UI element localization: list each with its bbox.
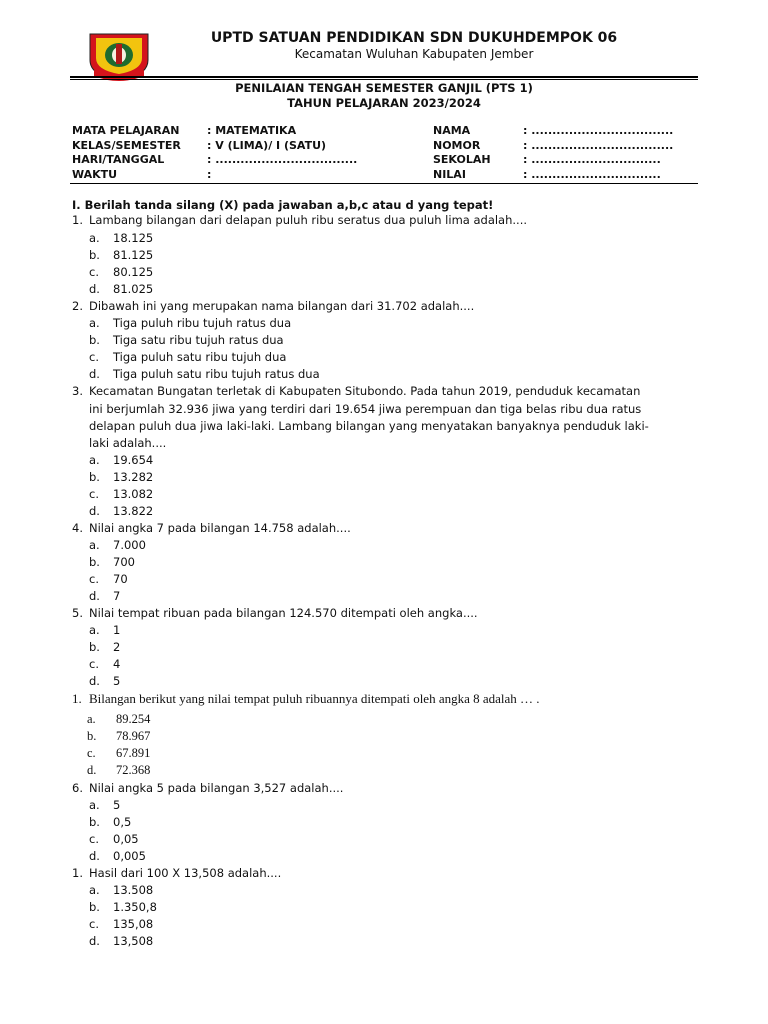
info-value: : ..................................	[523, 124, 674, 137]
option-text: 2	[113, 640, 121, 654]
info-value: : ..................................	[207, 153, 358, 166]
info-right-values	[523, 123, 673, 181]
info-label: HARI/TANGGAL	[72, 153, 165, 166]
option	[89, 814, 131, 831]
option-text: 700	[113, 555, 135, 569]
info-value: :	[207, 167, 212, 181]
academic-year: TAHUN PELAJARAN 2023/2024	[287, 96, 481, 110]
option	[89, 503, 153, 520]
option-letter: d.	[89, 934, 100, 948]
question-text: Dibawah ini yang merupakan nama bilangan dari 31.702 adalah....	[89, 299, 475, 313]
option-letter: b.	[89, 900, 100, 914]
option	[89, 281, 153, 298]
option	[87, 711, 150, 728]
info-value: : ...............................	[523, 153, 661, 166]
option	[89, 656, 120, 673]
option-text: 81.125	[113, 248, 154, 262]
question-text: Nilai angka 5 pada bilangan 3,527 adalah....	[89, 781, 344, 795]
option	[89, 673, 120, 690]
option	[89, 264, 153, 281]
option	[87, 728, 150, 745]
option	[89, 537, 146, 554]
option-letter: c.	[87, 746, 96, 760]
question	[72, 780, 692, 797]
info-value: : ...............................	[523, 167, 661, 181]
option-letter: c.	[89, 350, 99, 364]
option	[89, 882, 153, 899]
option-letter: c.	[89, 832, 99, 846]
info-label: MATA PELAJARAN	[72, 124, 180, 137]
question-number: 1.	[72, 866, 83, 880]
option-text: 13.508	[113, 883, 154, 897]
option-letter: c.	[89, 265, 99, 279]
option	[89, 571, 128, 588]
option	[89, 366, 320, 383]
question	[72, 520, 692, 537]
option	[87, 762, 150, 779]
question	[72, 605, 692, 622]
question-text-line: delapan puluh dua jiwa laki-laki. Lambang bilangan yang menyatakan banyaknya penduduk laki-	[89, 419, 649, 433]
info-label: WAKTU	[72, 167, 118, 181]
info-right-labels	[433, 123, 491, 181]
question-text: Lambang bilangan dari delapan puluh ribu seratus dua puluh lima adalah....	[89, 213, 528, 227]
option	[89, 588, 120, 605]
option	[89, 622, 120, 639]
question	[72, 865, 692, 882]
option	[87, 745, 150, 762]
option-letter: d.	[89, 282, 100, 296]
option-text: 5	[113, 674, 121, 688]
option-text: 78.967	[116, 729, 151, 743]
info-divider	[70, 183, 698, 184]
option	[89, 554, 135, 571]
option	[89, 230, 153, 247]
option-text: 7	[113, 589, 121, 603]
option-text: 0,005	[113, 849, 146, 863]
option-letter: b.	[89, 640, 100, 654]
option	[89, 916, 153, 933]
option-letter: c.	[89, 487, 99, 501]
option	[89, 332, 284, 349]
question-number: 2.	[72, 299, 83, 313]
header-divider	[70, 76, 698, 78]
option	[89, 899, 157, 916]
question-number: 3.	[72, 384, 83, 398]
school-name: UPTD SATUAN PENDIDIKAN SDN DUKUHDEMPOK 06	[210, 30, 618, 46]
option-letter: a.	[87, 712, 96, 726]
option-letter: b.	[89, 470, 100, 484]
info-label: SEKOLAH	[433, 153, 491, 166]
option-letter: b.	[89, 815, 100, 829]
option-letter: c.	[89, 657, 99, 671]
option-letter: a.	[89, 883, 100, 897]
question	[72, 212, 692, 229]
info-value: : V (LIMA)/ I (SATU)	[207, 138, 327, 152]
option-text: 89.254	[116, 712, 151, 726]
option-text: 72.368	[116, 763, 151, 777]
option-text: 13.082	[113, 487, 154, 501]
option-letter: d.	[89, 504, 100, 518]
question-text: Bilangan berikut yang nilai tempat puluh ribuannya ditempati oleh angka 8 adalah … .	[89, 691, 540, 706]
option-letter: c.	[89, 572, 99, 586]
question-number: 5.	[72, 606, 83, 620]
info-label: NILAI	[433, 167, 466, 181]
option-text: 4	[113, 657, 121, 671]
option-letter: a.	[89, 453, 100, 467]
question-text: Nilai angka 7 pada bilangan 14.758 adalah....	[89, 521, 351, 535]
option	[89, 797, 120, 814]
option-text: 19.654	[113, 453, 154, 467]
option-letter: c.	[89, 917, 99, 931]
option-text: 1.350,8	[113, 900, 157, 914]
info-label: NAMA	[433, 124, 471, 137]
question-number: 1.	[72, 213, 83, 227]
instruction: I. Berilah tanda silang (X) pada jawaban a,b,c atau d yang tepat!	[72, 198, 494, 212]
question-text-line: Kecamatan Bungatan terletak di Kabupaten Situbondo. Pada tahun 2019, penduduk kecamatan	[89, 384, 641, 398]
option	[89, 349, 286, 366]
info-value: : ..................................	[523, 138, 674, 152]
option-letter: a.	[89, 538, 100, 552]
option-text: 13.282	[113, 470, 154, 484]
option-text: 0,5	[113, 815, 132, 829]
option	[89, 469, 153, 486]
option-text: 13.822	[113, 504, 154, 518]
option-text: 13,508	[113, 934, 154, 948]
option-text: 67.891	[116, 746, 151, 760]
info-label: NOMOR	[433, 138, 481, 152]
option	[89, 486, 153, 503]
option-letter: a.	[89, 798, 100, 812]
option-letter: a.	[89, 231, 100, 245]
header-divider-thin	[70, 79, 698, 80]
option-text: Tiga puluh ribu tujuh ratus dua	[113, 316, 292, 330]
option	[89, 639, 120, 656]
option-text: 81.025	[113, 282, 154, 296]
option-letter: b.	[87, 729, 97, 743]
question	[72, 298, 692, 315]
question	[72, 690, 692, 707]
question-number: 4.	[72, 521, 83, 535]
option-letter: d.	[89, 589, 100, 603]
option-text: 7.000	[113, 538, 146, 552]
question-text-line: ini berjumlah 32.936 jiwa yang terdiri dari 19.654 jiwa perempuan dan tiga belas ribu dua ratus	[89, 402, 642, 416]
question-number: 6.	[72, 781, 83, 795]
district-name: Kecamatan Wuluhan Kabupaten Jember	[294, 47, 534, 61]
question	[72, 383, 692, 400]
option	[89, 315, 291, 332]
option-text: Tiga satu ribu tujuh ratus dua	[113, 333, 284, 347]
option-text: 135,08	[113, 917, 154, 931]
option-text: 18.125	[113, 231, 154, 245]
option-text: 1	[113, 623, 121, 637]
question-text: Nilai tempat ribuan pada bilangan 124.570 ditempati oleh angka....	[89, 606, 478, 620]
option	[89, 247, 153, 264]
option-letter: d.	[89, 849, 100, 863]
option-letter: a.	[89, 316, 100, 330]
option-letter: d.	[89, 674, 100, 688]
info-label: KELAS/SEMESTER	[72, 138, 181, 152]
info-left-labels	[72, 123, 181, 181]
question-number: 1.	[72, 691, 82, 706]
info-left-values	[207, 123, 357, 181]
option-letter: a.	[89, 623, 100, 637]
exam-title: PENILAIAN TENGAH SEMESTER GANJIL (PTS 1)	[235, 81, 533, 95]
option-text: 80.125	[113, 265, 154, 279]
option-text: 0,05	[113, 832, 139, 846]
option-letter: b.	[89, 555, 100, 569]
option	[89, 933, 153, 950]
option-text: Tiga puluh satu ribu tujuh ratus dua	[113, 367, 320, 381]
option-text: Tiga puluh satu ribu tujuh dua	[113, 350, 287, 364]
question-text: Hasil dari 100 X 13,508 adalah....	[89, 866, 282, 880]
option-letter: d.	[87, 763, 97, 777]
option-letter: b.	[89, 333, 100, 347]
option	[89, 848, 146, 865]
option-letter: d.	[89, 367, 100, 381]
option-text: 5	[113, 798, 121, 812]
question-text-line: laki adalah....	[89, 436, 167, 450]
option	[89, 452, 153, 469]
option-letter: b.	[89, 248, 100, 262]
info-value: : MATEMATIKA	[207, 124, 297, 137]
option	[89, 831, 139, 848]
option-text: 70	[113, 572, 128, 586]
